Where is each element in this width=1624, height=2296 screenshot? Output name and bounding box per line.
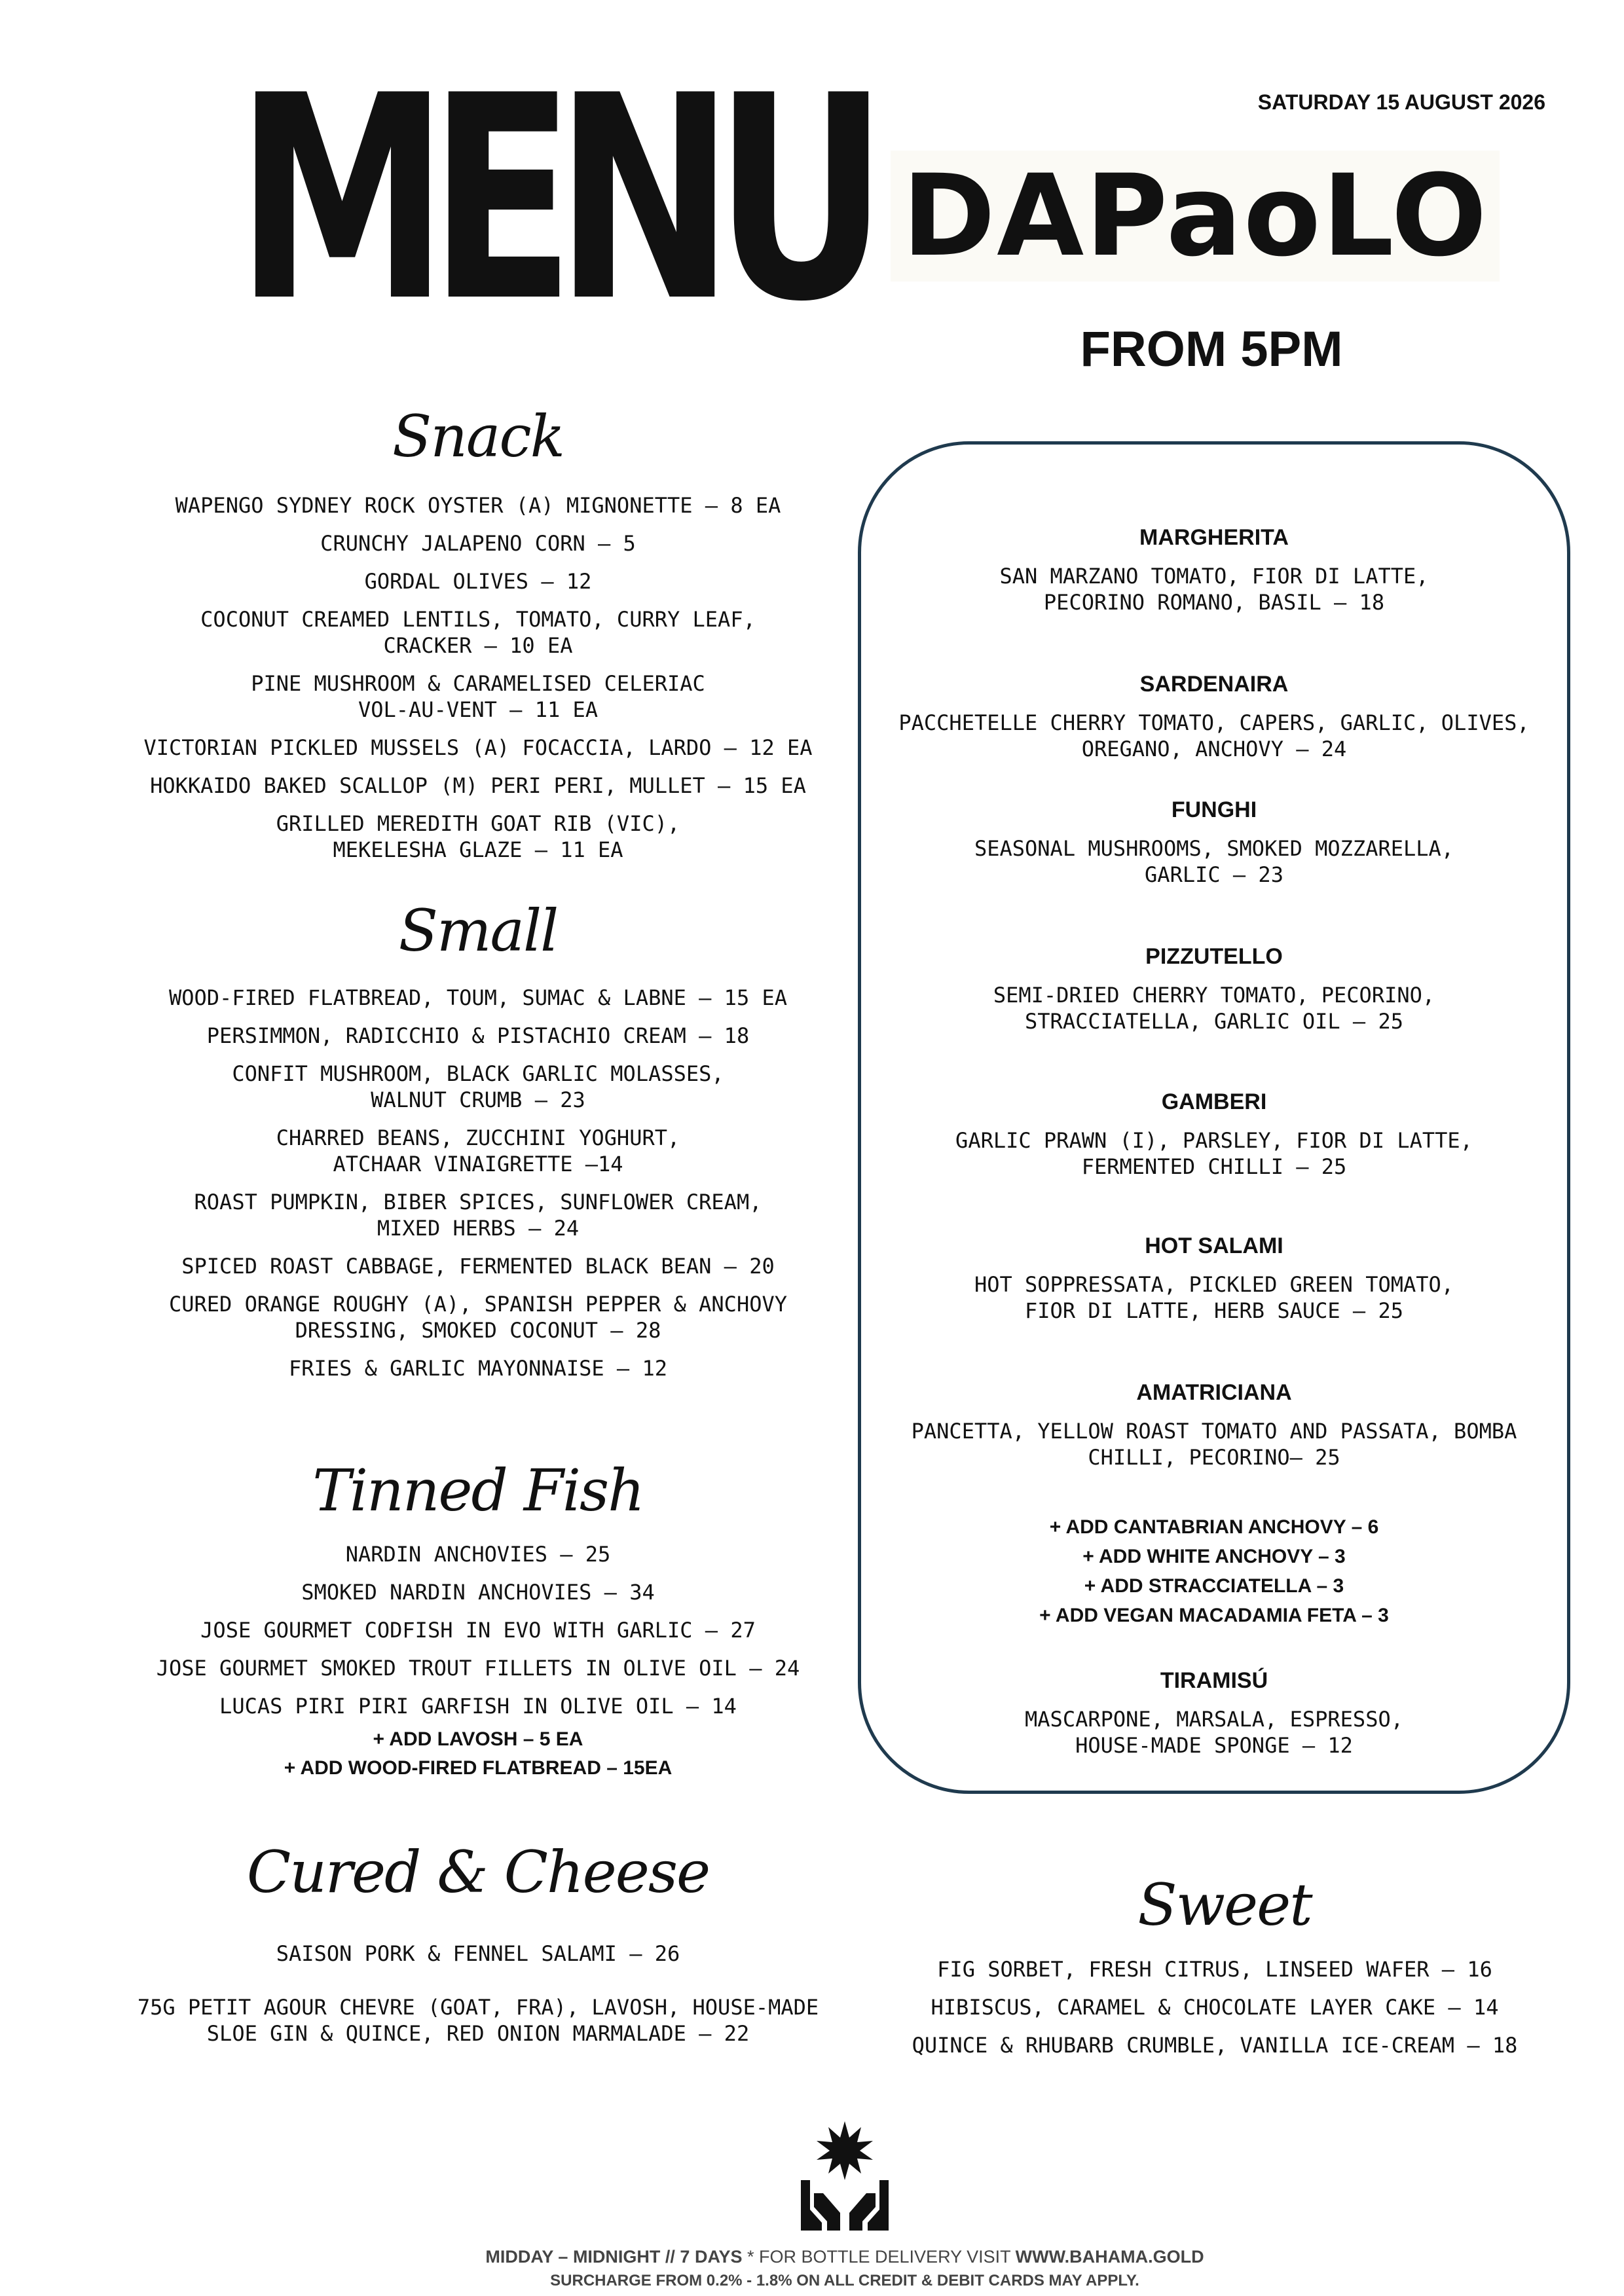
section-title-cured-cheese: Cured & Cheese (246, 1838, 710, 1906)
opening-hours: MIDDAY – MIDNIGHT // 7 DAYS (485, 2247, 743, 2267)
pizza-name: SARDENAIRA (1139, 672, 1289, 697)
pizza-description: HOT SOPPRESSATA, PICKLED GREEN TOMATO, FIOR DI LATTE, HERB SAUCE – 25 (974, 1272, 1454, 1323)
menu-item: CHARRED BEANS, ZUCCHINI YOGHURT, ATCHAAR VINAIGRETTE –14 (276, 1125, 680, 1176)
section-title-small: Small (398, 897, 558, 964)
service-start-time: FROM 5PM (1080, 321, 1343, 377)
menu-item: COCONUT CREAMED LENTILS, TOMATO, CURRY LEAF, CRACKER – 10 EA (200, 607, 756, 658)
delivery-note: * FOR BOTTLE DELIVERY VISIT (747, 2247, 1011, 2267)
pizza-addon: + ADD STRACCIATELLA – 3 (1084, 1575, 1344, 1597)
menu-item: ROAST PUMPKIN, BIBER SPICES, SUNFLOWER CREAM, MIXED HERBS – 24 (194, 1190, 762, 1241)
pizza-addon: + ADD VEGAN MACADAMIA FETA – 3 (1039, 1605, 1389, 1626)
menu-item: GORDAL OLIVES – 12 (364, 569, 592, 594)
menu-item: 75G PETIT AGOUR CHEVRE (GOAT, FRA), LAVOSH, HOUSE-MADE SLOE GIN & QUINCE, RED ONION MARMALADE – 22 (137, 1995, 819, 2046)
menu-item: JOSE GOURMET CODFISH IN EVO WITH GARLIC – 27 (200, 1618, 756, 1643)
menu-item: SPICED ROAST CABBAGE, FERMENTED BLACK BEAN – 20 (181, 1254, 775, 1279)
pizza-description: GARLIC PRAWN (I), PARSLEY, FIOR DI LATTE, FERMENTED CHILLI – 25 (955, 1128, 1473, 1179)
menu-item: VICTORIAN PICKLED MUSSELS (A) FOCACCIA, LARDO – 12 EA (143, 735, 813, 760)
pizza-name: GAMBERI (1161, 1089, 1267, 1114)
menu-item: QUINCE & RHUBARB CRUMBLE, VANILLA ICE-CREAM – 18 (912, 2033, 1518, 2058)
menu-logo: MENU (236, 36, 868, 363)
dessert-name: TIRAMISÚ (1160, 1668, 1268, 1693)
menu-item: WAPENGO SYDNEY ROCK OYSTER (A) MIGNONETTE – 8 EA (175, 493, 781, 518)
menu-item: SAISON PORK & FENNEL SALAMI – 26 (276, 1941, 680, 1966)
pizza-name: HOT SALAMI (1145, 1233, 1283, 1258)
addon-item: + ADD WOOD-FIRED FLATBREAD – 15EA (284, 1757, 673, 1779)
pizza-name: FUNGHI (1171, 797, 1257, 822)
menu-item: HIBISCUS, CARAMEL & CHOCOLATE LAYER CAKE – 14 (931, 1995, 1499, 2020)
menu-item: HOKKAIDO BAKED SCALLOP (M) PERI PERI, MULLET – 15 EA (150, 773, 806, 798)
pizza-description: PANCETTA, YELLOW ROAST TOMATO AND PASSATA, BOMBA CHILLI, PECORINO– 25 (911, 1419, 1517, 1470)
menu-item: NARDIN ANCHOVIES – 25 (345, 1542, 611, 1567)
pizza-name: PIZZUTELLO (1145, 944, 1283, 969)
pizza-description: SEMI-DRIED CHERRY TOMATO, PECORINO, STRACCIATELLA, GARLIC OIL – 25 (993, 983, 1435, 1034)
website-link[interactable]: WWW.BAHAMA.GOLD (1015, 2247, 1204, 2267)
menu-item: CRUNCHY JALAPENO CORN – 5 (320, 531, 636, 556)
menu-item: PERSIMMON, RADICCHIO & PISTACHIO CREAM – 18 (206, 1023, 750, 1048)
menu-item: LUCAS PIRI PIRI GARFISH IN OLIVE OIL – 14 (219, 1694, 737, 1719)
menu-item: FIG SORBET, FRESH CITRUS, LINSEED WAFER – 16 (937, 1957, 1492, 1982)
sun-hands-emblem-icon (796, 2118, 894, 2232)
pizza-name: MARGHERITA (1139, 525, 1289, 550)
menu-item: PINE MUSHROOM & CARAMELISED CELERIAC VOL-AU-VENT – 11 EA (251, 671, 705, 722)
pizza-name: AMATRICIANA (1136, 1380, 1292, 1405)
section-title-tinned-fish: Tinned Fish (312, 1457, 644, 1524)
menu-item: FRIES & GARLIC MAYONNAISE – 12 (289, 1356, 667, 1381)
pizza-description: SAN MARZANO TOMATO, FIOR DI LATTE, PECORINO ROMANO, BASIL – 18 (999, 564, 1429, 615)
footer-info (354, 2247, 1336, 2267)
section-title-sweet: Sweet (1137, 1871, 1312, 1939)
dessert-description: MASCARPONE, MARSALA, ESPRESSO, HOUSE-MADE SPONGE – 12 (1025, 1707, 1403, 1758)
pizza-description: SEASONAL MUSHROOMS, SMOKED MOZZARELLA, GARLIC – 23 (974, 836, 1454, 887)
menu-item: SMOKED NARDIN ANCHOVIES – 34 (301, 1580, 655, 1605)
pizza-addon: + ADD WHITE ANCHOVY – 3 (1082, 1546, 1346, 1567)
menu-item: GRILLED MEREDITH GOAT RIB (VIC), MEKELESHA GLAZE – 11 EA (276, 811, 680, 862)
surcharge-note: SURCHARGE FROM 0.2% - 1.8% ON ALL CREDIT & DEBIT CARDS MAY APPLY. (550, 2272, 1139, 2289)
menu-item: CONFIT MUSHROOM, BLACK GARLIC MOLASSES, WALNUT CRUMB – 23 (232, 1061, 724, 1112)
pizza-description: PACCHETELLE CHERRY TOMATO, CAPERS, GARLIC, OLIVES, OREGANO, ANCHOVY – 24 (898, 710, 1530, 761)
restaurant-brand-logo: DAPaoLO (891, 151, 1500, 282)
menu-item: WOOD-FIRED FLATBREAD, TOUM, SUMAC & LABNE – 15 EA (168, 985, 787, 1010)
pizza-addon: + ADD CANTABRIAN ANCHOVY – 6 (1049, 1516, 1379, 1538)
section-title-snack: Snack (392, 403, 564, 470)
menu-item: CURED ORANGE ROUGHY (A), SPANISH PEPPER & ANCHOVY DRESSING, SMOKED COCONUT – 28 (168, 1292, 787, 1343)
menu-date: SATURDAY 15 AUGUST 2026 (1257, 90, 1545, 114)
addon-item: + ADD LAVOSH – 5 EA (373, 1728, 583, 1750)
menu-item: JOSE GOURMET SMOKED TROUT FILLETS IN OLIVE OIL – 24 (156, 1656, 800, 1681)
